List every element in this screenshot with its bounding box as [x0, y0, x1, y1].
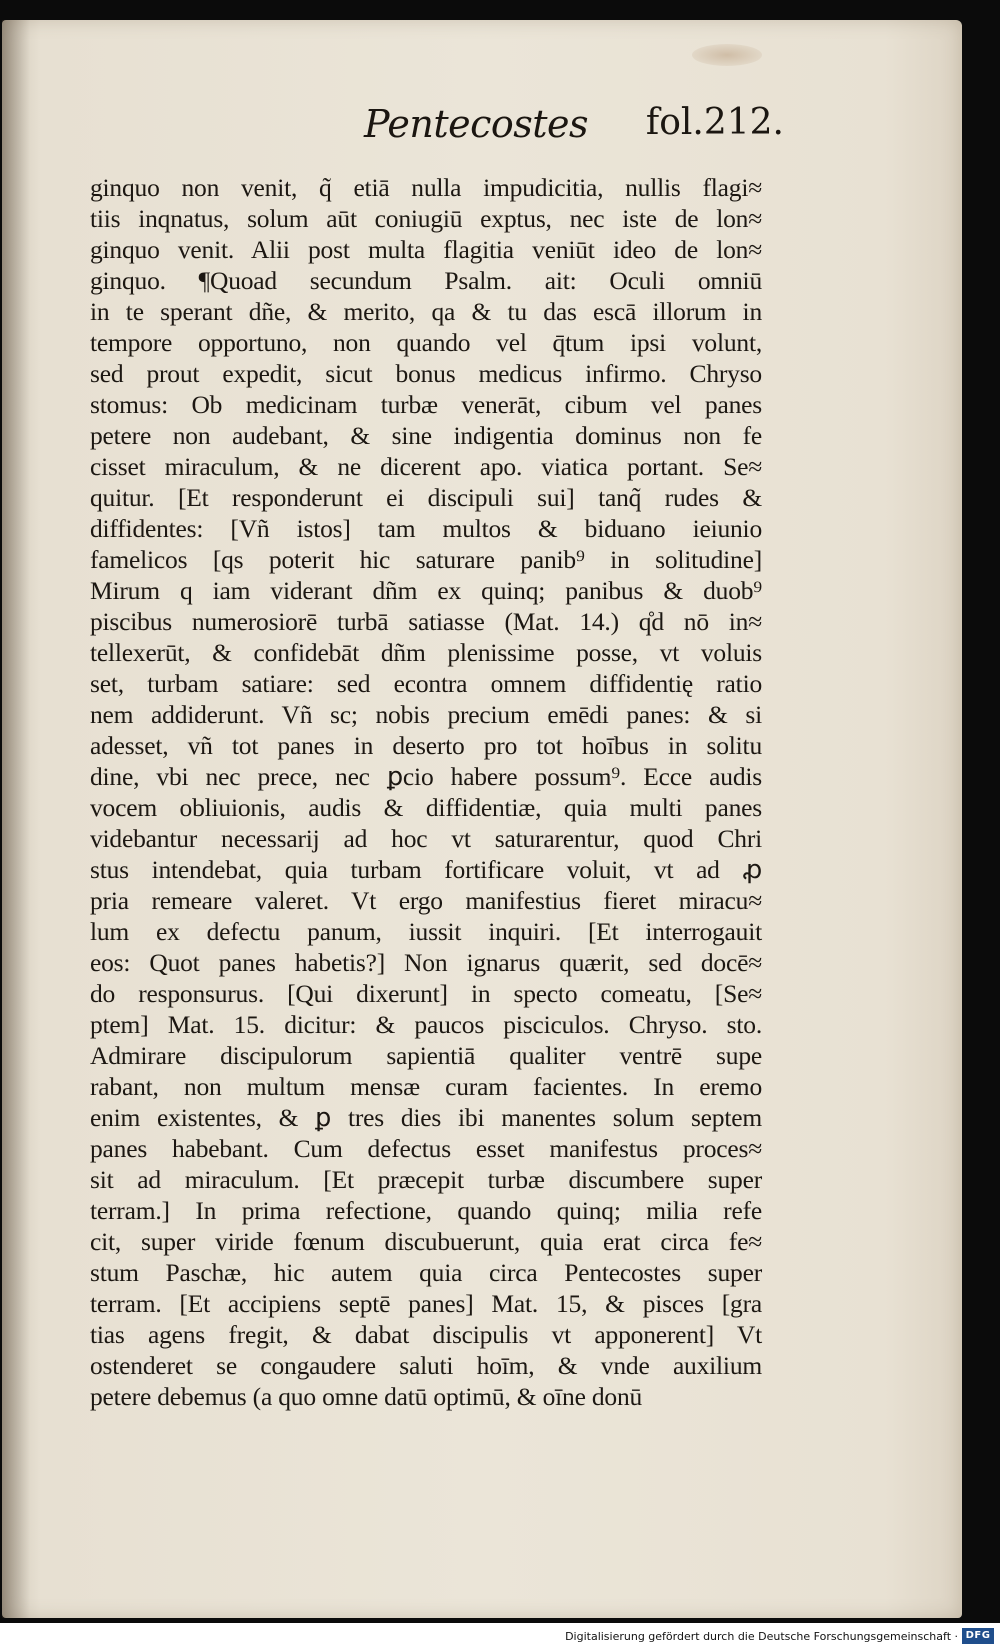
text-line: tiis inqnatus, solum aūt coniugiū exptus, nec iste de lon≈ [90, 204, 762, 233]
text-line: sit ad miraculum. [Et præcepit turbæ discumbere super [90, 1165, 762, 1194]
text-line: tias agens fregit, & dabat discipulis vt apponerent] Vt [90, 1320, 762, 1349]
text-line: nem addiderunt. Vñ sc; nobis precium emēdi panes: & si [90, 700, 762, 729]
text-line: eos: Quot panes habetis?] Non ignarus quærit, sed docē≈ [90, 948, 762, 977]
footer-credit: Digitalisierung gefördert durch die Deutsche Forschungsgemeinschaft · [565, 1630, 958, 1643]
text-line: diffidentes: [Vñ istos] tam multos & biduano ieiunio [90, 514, 762, 543]
page-header [364, 102, 784, 162]
text-line: sed prout expedit, sicut bonus medicus infirmo. Chryso [90, 359, 762, 388]
text-line: panes habebant. Cum defectus esset manifestus proces≈ [90, 1134, 762, 1163]
body-text [90, 172, 762, 1412]
text-line: ptem] Mat. 15. dicitur: & paucos pisciculos. Chryso. sto. [90, 1010, 762, 1039]
text-line: stus intendebat, quia turbam fortificare voluit, vt ad ꝓ [90, 855, 762, 884]
text-line: cisset miraculum, & ne dicerent apo. viatica portant. Se≈ [90, 452, 762, 481]
dfg-logo: DFG [962, 1628, 994, 1644]
text-line: ginquo venit. Alii post multa flagitia veniūt ideo de lon≈ [90, 235, 762, 264]
text-line: dine, vbi nec prece, nec ꝑcio habere possum⁹. Ecce audis [90, 762, 762, 791]
text-line: Mirum q iam viderant dñm ex quinq; panibus & duob⁹ [90, 576, 762, 605]
text-line: lum ex defectu panum, iussit inquiri. [Et interrogauit [90, 917, 762, 946]
text-line: videbantur necessarij ad hoc vt saturarentur, quod Chri [90, 824, 762, 853]
text-line: cit, super viride fœnum discubuerunt, quia erat circa fe≈ [90, 1227, 762, 1256]
text-line: famelicos [qs poterit hic saturare panib⁹ in solitudine] [90, 545, 762, 574]
text-line: Admirare discipulorum sapientiā qualiter ventrē supe [90, 1041, 762, 1070]
paper-stain [692, 44, 762, 66]
text-line: rabant, non multum mensæ curam facientes. In eremo [90, 1072, 762, 1101]
text-line: petere non audebant, & sine indigentia dominus non fe [90, 421, 762, 450]
text-line: tempore opportuno, non quando vel q̄tum ipsi volunt, [90, 328, 762, 357]
text-line: tellexerūt, & confidebāt dñm plenissime posse, vt voluis [90, 638, 762, 667]
text-line: adesset, vñ tot panes in deserto pro tot hoībus in solitu [90, 731, 762, 760]
text-line: terram.] In prima refectione, quando quinq; milia refe [90, 1196, 762, 1225]
text-line: quitur. [Et responderunt ei discipuli sui] tanq̃ rudes & [90, 483, 762, 512]
running-title: Pentecostes [364, 102, 589, 146]
text-line: terram. [Et accipiens septē panes] Mat. 15, & pisces [gra [90, 1289, 762, 1318]
text-line: set, turbam satiare: sed econtra omnem diffidentię ratio [90, 669, 762, 698]
text-line: stum Paschæ, hic autem quia circa Pentecostes super [90, 1258, 762, 1287]
digitization-footer [0, 1623, 1000, 1651]
text-line: vocem obliuionis, audis & diffidentiæ, quia multi panes [90, 793, 762, 822]
book-page [2, 20, 962, 1618]
spine-shadow [2, 20, 30, 1618]
folio-number: fol.212. [645, 102, 784, 143]
text-line: ostenderet se congaudere saluti hoīm, & vnde auxilium [90, 1351, 762, 1380]
text-line: in te sperant dñe, & merito, qa & tu das escā illorum in [90, 297, 762, 326]
text-line: ginquo non venit, q̃ etiā nulla impudicitia, nullis flagi≈ [90, 173, 762, 202]
text-line: piscibus numerosiorē turbā satiasse (Mat. 14.) q̊d nō in≈ [90, 607, 762, 636]
text-line: stomus: Ob medicinam turbæ venerāt, cibum vel panes [90, 390, 762, 419]
text-line: ginquo. ¶Quoad secundum Psalm. ait: Oculi omniū [90, 266, 762, 295]
text-line: do responsurus. [Qui dixerunt] in specto comeatu, [Se≈ [90, 979, 762, 1008]
text-line: pria remeare valeret. Vt ergo manifestius fieret miracu≈ [90, 886, 762, 915]
text-line: enim existentes, & ꝑ tres dies ibi manentes solum septem [90, 1103, 762, 1132]
text-line: petere debemus (a quo omne datū optimū, & oīne donū [90, 1382, 643, 1411]
